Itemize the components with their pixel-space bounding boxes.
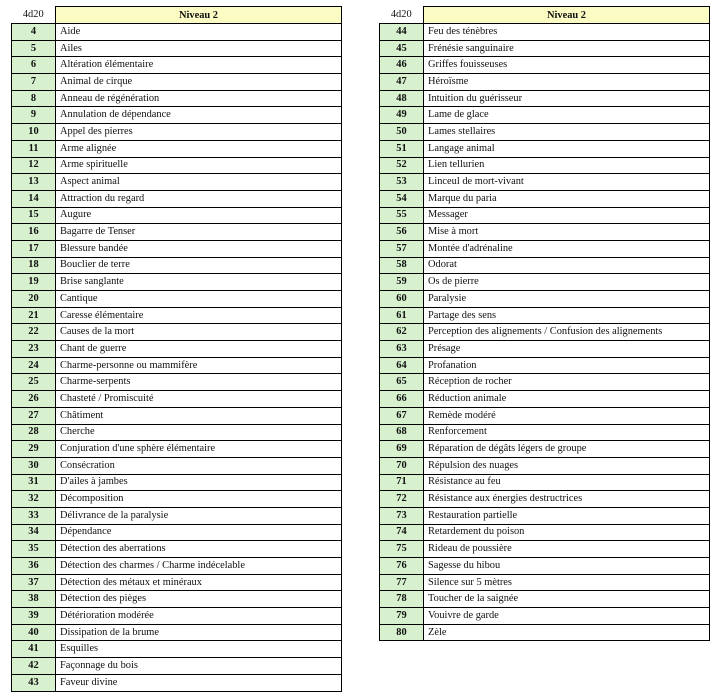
spell-name: Os de pierre xyxy=(424,274,710,291)
table-row xyxy=(380,240,710,257)
roll-number: 19 xyxy=(12,274,56,291)
table-row xyxy=(12,491,342,508)
spell-name: Messager xyxy=(424,207,710,224)
roll-number: 26 xyxy=(12,391,56,408)
roll-number: 23 xyxy=(12,341,56,358)
roll-number: 74 xyxy=(380,524,424,541)
spell-name: Décomposition xyxy=(56,491,342,508)
roll-number: 46 xyxy=(380,57,424,74)
table-row xyxy=(12,608,342,625)
roll-number: 31 xyxy=(12,474,56,491)
roll-number: 51 xyxy=(380,140,424,157)
table-row xyxy=(380,491,710,508)
dice-header: 4d20 xyxy=(390,9,412,21)
table-row xyxy=(380,157,710,174)
spell-name: Faveur divine xyxy=(56,674,342,691)
roll-number: 15 xyxy=(12,207,56,224)
roll-number: 27 xyxy=(12,407,56,424)
roll-number: 75 xyxy=(380,541,424,558)
table-row xyxy=(12,124,342,141)
roll-number: 53 xyxy=(380,174,424,191)
spell-name: Dépendance xyxy=(56,524,342,541)
table-row xyxy=(380,257,710,274)
table-row xyxy=(380,74,710,91)
roll-number: 34 xyxy=(12,524,56,541)
roll-number: 76 xyxy=(380,558,424,575)
roll-number: 30 xyxy=(12,457,56,474)
spell-name: Vouivre de garde xyxy=(424,608,710,625)
roll-number: 24 xyxy=(12,357,56,374)
table-row xyxy=(380,507,710,524)
table-row xyxy=(12,357,342,374)
table-row xyxy=(380,591,710,608)
roll-number: 29 xyxy=(12,441,56,458)
roll-number: 65 xyxy=(380,374,424,391)
spell-name: Causes de la mort xyxy=(56,324,342,341)
spell-name: Sagesse du hibou xyxy=(424,558,710,575)
roll-number: 64 xyxy=(380,357,424,374)
table-row xyxy=(12,291,342,308)
table-row xyxy=(380,541,710,558)
spell-name: Détection des pièges xyxy=(56,591,342,608)
table-row xyxy=(12,457,342,474)
spell-name: Perception des alignements / Confusion des alignements xyxy=(424,324,710,341)
roll-number: 9 xyxy=(12,107,56,124)
spell-name: Toucher de la saignée xyxy=(424,591,710,608)
table-row xyxy=(12,207,342,224)
spell-name: Retardement du poison xyxy=(424,524,710,541)
table-row xyxy=(380,341,710,358)
roll-number: 52 xyxy=(380,157,424,174)
spell-name: Remède modéré xyxy=(424,407,710,424)
table-row xyxy=(12,74,342,91)
table-row xyxy=(380,190,710,207)
roll-number: 21 xyxy=(12,307,56,324)
table-row xyxy=(12,307,342,324)
table-row xyxy=(12,90,342,107)
table-row xyxy=(380,307,710,324)
roll-number: 38 xyxy=(12,591,56,608)
spell-name: Réparation de dégâts légers de groupe xyxy=(424,441,710,458)
spell-name: Héroïsme xyxy=(424,74,710,91)
roll-number: 69 xyxy=(380,441,424,458)
roll-number: 67 xyxy=(380,407,424,424)
table-row xyxy=(12,658,342,675)
spell-name: Annulation de dépendance xyxy=(56,107,342,124)
roll-number: 56 xyxy=(380,224,424,241)
header-row xyxy=(12,7,342,24)
roll-number: 68 xyxy=(380,424,424,441)
table-row xyxy=(380,24,710,41)
dice-header: 4d20 xyxy=(22,9,44,21)
table-row xyxy=(12,524,342,541)
table-row xyxy=(380,140,710,157)
roll-number: 10 xyxy=(12,124,56,141)
table-row xyxy=(12,374,342,391)
spell-name: Châtiment xyxy=(56,407,342,424)
spell-name: Résistance aux énergies destructrices xyxy=(424,491,710,508)
table-row xyxy=(12,40,342,57)
spell-name: Résistance au feu xyxy=(424,474,710,491)
spell-name: Bouclier de terre xyxy=(56,257,342,274)
roll-number: 6 xyxy=(12,57,56,74)
table-row xyxy=(380,207,710,224)
spell-name: Réduction animale xyxy=(424,391,710,408)
roll-number: 72 xyxy=(380,491,424,508)
spell-name: Façonnage du bois xyxy=(56,658,342,675)
spell-name: Paralysie xyxy=(424,291,710,308)
spell-table-right xyxy=(379,6,710,641)
table-row xyxy=(380,124,710,141)
level-header: Niveau 2 xyxy=(424,7,710,24)
table-row xyxy=(380,274,710,291)
spell-name: Chasteté / Promiscuité xyxy=(56,391,342,408)
table-row xyxy=(380,374,710,391)
roll-number: 7 xyxy=(12,74,56,91)
roll-number: 54 xyxy=(380,190,424,207)
roll-number: 55 xyxy=(380,207,424,224)
level-header: Niveau 2 xyxy=(56,7,342,24)
spell-name: Brise sanglante xyxy=(56,274,342,291)
table-row xyxy=(380,407,710,424)
spell-name: Lame de glace xyxy=(424,107,710,124)
roll-number: 45 xyxy=(380,40,424,57)
table-row xyxy=(380,224,710,241)
table-row xyxy=(12,24,342,41)
roll-number: 37 xyxy=(12,574,56,591)
table-row xyxy=(12,407,342,424)
roll-number: 14 xyxy=(12,190,56,207)
spell-name: Silence sur 5 mètres xyxy=(424,574,710,591)
table-row xyxy=(12,140,342,157)
spell-name: Linceul de mort-vivant xyxy=(424,174,710,191)
spell-name: Chant de guerre xyxy=(56,341,342,358)
table-row xyxy=(12,624,342,641)
spell-name: Répulsion des nuages xyxy=(424,457,710,474)
table-row xyxy=(380,524,710,541)
table-row xyxy=(12,157,342,174)
roll-number: 5 xyxy=(12,40,56,57)
table-row xyxy=(380,424,710,441)
roll-number: 39 xyxy=(12,608,56,625)
spell-name: Charme-serpents xyxy=(56,374,342,391)
table-row xyxy=(380,90,710,107)
table-row xyxy=(380,174,710,191)
table-row xyxy=(380,474,710,491)
roll-number: 36 xyxy=(12,558,56,575)
table-row xyxy=(380,57,710,74)
spell-name: Feu des ténèbres xyxy=(424,24,710,41)
spell-name: Arme alignée xyxy=(56,140,342,157)
spell-name: Conjuration d'une sphère élémentaire xyxy=(56,441,342,458)
spell-name: Animal de cirque xyxy=(56,74,342,91)
spell-name: Attraction du regard xyxy=(56,190,342,207)
table-row xyxy=(380,40,710,57)
roll-number: 44 xyxy=(380,24,424,41)
roll-number: 40 xyxy=(12,624,56,641)
table-row xyxy=(12,324,342,341)
table-row xyxy=(12,574,342,591)
spell-name: Ailes xyxy=(56,40,342,57)
roll-number: 20 xyxy=(12,291,56,308)
roll-number: 60 xyxy=(380,291,424,308)
roll-number: 48 xyxy=(380,90,424,107)
roll-number: 41 xyxy=(12,641,56,658)
spell-name: Profanation xyxy=(424,357,710,374)
roll-number: 22 xyxy=(12,324,56,341)
table-row xyxy=(380,324,710,341)
table-row xyxy=(380,457,710,474)
roll-number: 70 xyxy=(380,457,424,474)
roll-number: 61 xyxy=(380,307,424,324)
roll-number: 59 xyxy=(380,274,424,291)
roll-number: 13 xyxy=(12,174,56,191)
header-row xyxy=(380,7,710,24)
table-row xyxy=(380,291,710,308)
roll-number: 58 xyxy=(380,257,424,274)
roll-number: 25 xyxy=(12,374,56,391)
table-row xyxy=(380,558,710,575)
roll-number: 47 xyxy=(380,74,424,91)
spell-name: Renforcement xyxy=(424,424,710,441)
roll-number: 35 xyxy=(12,541,56,558)
table-row xyxy=(12,57,342,74)
table-row xyxy=(12,674,342,691)
table-row xyxy=(12,107,342,124)
spell-name: Esquilles xyxy=(56,641,342,658)
spell-name: Consécration xyxy=(56,457,342,474)
table-row xyxy=(12,507,342,524)
roll-number: 79 xyxy=(380,608,424,625)
spell-name: Arme spirituelle xyxy=(56,157,342,174)
spell-name: Réception de rocher xyxy=(424,374,710,391)
spell-name: Détérioration modérée xyxy=(56,608,342,625)
table-row xyxy=(380,624,710,641)
spell-name: Anneau de régénération xyxy=(56,90,342,107)
roll-number: 28 xyxy=(12,424,56,441)
roll-number: 77 xyxy=(380,574,424,591)
spell-name: Aide xyxy=(56,24,342,41)
roll-number: 12 xyxy=(12,157,56,174)
spell-name: Altération élémentaire xyxy=(56,57,342,74)
table-row xyxy=(12,274,342,291)
spell-name: Aspect animal xyxy=(56,174,342,191)
spell-name: Caresse élémentaire xyxy=(56,307,342,324)
table-row xyxy=(12,174,342,191)
spell-name: Partage des sens xyxy=(424,307,710,324)
table-row xyxy=(12,558,342,575)
spell-name: Augure xyxy=(56,207,342,224)
spell-name: Restauration partielle xyxy=(424,507,710,524)
roll-number: 33 xyxy=(12,507,56,524)
roll-number: 16 xyxy=(12,224,56,241)
roll-number: 71 xyxy=(380,474,424,491)
roll-number: 42 xyxy=(12,658,56,675)
roll-number: 50 xyxy=(380,124,424,141)
roll-number: 4 xyxy=(12,24,56,41)
spell-name: Mise à mort xyxy=(424,224,710,241)
table-row xyxy=(380,608,710,625)
table-row xyxy=(380,107,710,124)
spell-name: Langage animal xyxy=(424,140,710,157)
spell-name: Dissipation de la brume xyxy=(56,624,342,641)
roll-number: 43 xyxy=(12,674,56,691)
table-row xyxy=(12,591,342,608)
roll-number: 17 xyxy=(12,240,56,257)
table-row xyxy=(380,391,710,408)
table-row xyxy=(380,574,710,591)
spell-name: Montée d'adrénaline xyxy=(424,240,710,257)
roll-number: 80 xyxy=(380,624,424,641)
roll-number: 11 xyxy=(12,140,56,157)
spell-name: Griffes fouisseuses xyxy=(424,57,710,74)
roll-number: 8 xyxy=(12,90,56,107)
roll-number: 57 xyxy=(380,240,424,257)
roll-number: 62 xyxy=(380,324,424,341)
roll-number: 73 xyxy=(380,507,424,524)
table-row xyxy=(380,357,710,374)
table-row xyxy=(12,341,342,358)
spell-name: Cantique xyxy=(56,291,342,308)
table-row xyxy=(12,541,342,558)
table-row xyxy=(12,641,342,658)
spell-name: Marque du paria xyxy=(424,190,710,207)
table-row xyxy=(12,224,342,241)
spell-name: Frénésie sanguinaire xyxy=(424,40,710,57)
spell-name: Lames stellaires xyxy=(424,124,710,141)
spell-name: Zèle xyxy=(424,624,710,641)
table-row xyxy=(12,190,342,207)
spell-name: Détection des charmes / Charme indécelable xyxy=(56,558,342,575)
table-row xyxy=(12,441,342,458)
spell-name: Charme-personne ou mammifère xyxy=(56,357,342,374)
table-row xyxy=(12,424,342,441)
spell-name: Cherche xyxy=(56,424,342,441)
spell-name: Délivrance de la paralysie xyxy=(56,507,342,524)
spell-name: Présage xyxy=(424,341,710,358)
table-row xyxy=(380,441,710,458)
roll-number: 66 xyxy=(380,391,424,408)
roll-number: 18 xyxy=(12,257,56,274)
spell-name: Lien tellurien xyxy=(424,157,710,174)
spell-name: Blessure bandée xyxy=(56,240,342,257)
table-row xyxy=(12,474,342,491)
spell-table-left xyxy=(11,6,342,692)
table-row xyxy=(12,391,342,408)
table-row xyxy=(12,257,342,274)
spell-name: Intuition du guérisseur xyxy=(424,90,710,107)
spell-name: Appel des pierres xyxy=(56,124,342,141)
spell-name: D'ailes à jambes xyxy=(56,474,342,491)
spell-name: Bagarre de Tenser xyxy=(56,224,342,241)
roll-number: 32 xyxy=(12,491,56,508)
spell-name: Détection des aberrations xyxy=(56,541,342,558)
roll-number: 63 xyxy=(380,341,424,358)
roll-number: 78 xyxy=(380,591,424,608)
roll-number: 49 xyxy=(380,107,424,124)
table-row xyxy=(12,240,342,257)
spell-name: Odorat xyxy=(424,257,710,274)
spell-name: Détection des métaux et minéraux xyxy=(56,574,342,591)
spell-name: Rideau de poussière xyxy=(424,541,710,558)
